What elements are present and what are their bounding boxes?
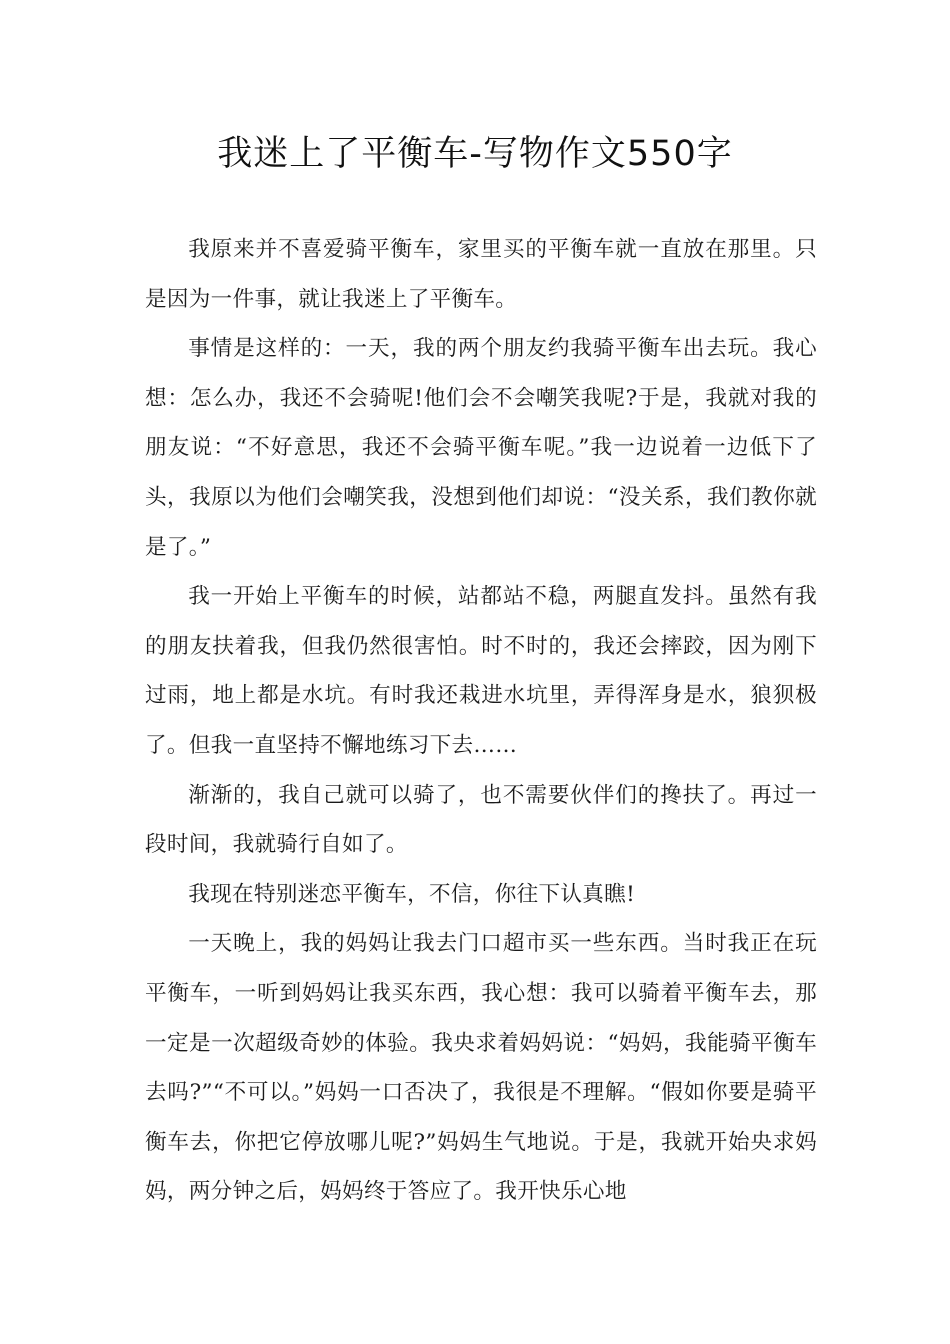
- paragraph: 我一开始上平衡车的时候，站都站不稳，两腿直发抖。虽然有我的朋友扶着我，但我仍然很害怕。时不时的，我还会摔跤，因为刚下过雨，地上都是水坑。有时我还栽进水坑里，弄得浑身是水，狼狈极了。但我一直坚持不懈地练习下去……: [145, 584, 817, 758]
- paragraph: 渐渐的，我自己就可以骑了，也不需要伙伴们的搀扶了。再过一段时间，我就骑行自如了。: [145, 782, 817, 858]
- document-title: 我迷上了平衡车-写物作文550字: [217, 134, 733, 174]
- paragraph: 我原来并不喜爱骑平衡车，家里买的平衡车就一直放在那里。只是因为一件事，就让我迷上了平衡车。: [145, 237, 817, 312]
- document-body: [145, 225, 817, 1217]
- paragraph: 我现在特别迷恋平衡车，不信，你往下认真瞧!: [188, 881, 636, 907]
- paragraph: 一天晚上，我的妈妈让我去门口超市买一些东西。当时我正在玩平衡车，一听到妈妈让我买东西，我心想：我可以骑着平衡车去，那一定是一次超级奇妙的体验。我央求着妈妈说：“妈妈，我能骑平衡车去吗?”“不可以。”妈妈一口否决了，我很是不理解。“假如你要是骑平衡车去，你把它停放哪儿呢?”妈妈生气地说。于是，我就开始央求妈妈，两分钟之后，妈妈终于答应了。我开快乐心地: [145, 931, 817, 1205]
- paragraph: 事情是这样的：一天，我的两个朋友约我骑平衡车出去玩。我心想：怎么办，我还不会骑呢!他们会不会嘲笑我呢?于是，我就对我的朋友说：“不好意思，我还不会骑平衡车呢。”我一边说着一边低下了头，我原以为他们会嘲笑我，没想到他们却说：“没关系，我们教你就是了。”: [145, 336, 817, 560]
